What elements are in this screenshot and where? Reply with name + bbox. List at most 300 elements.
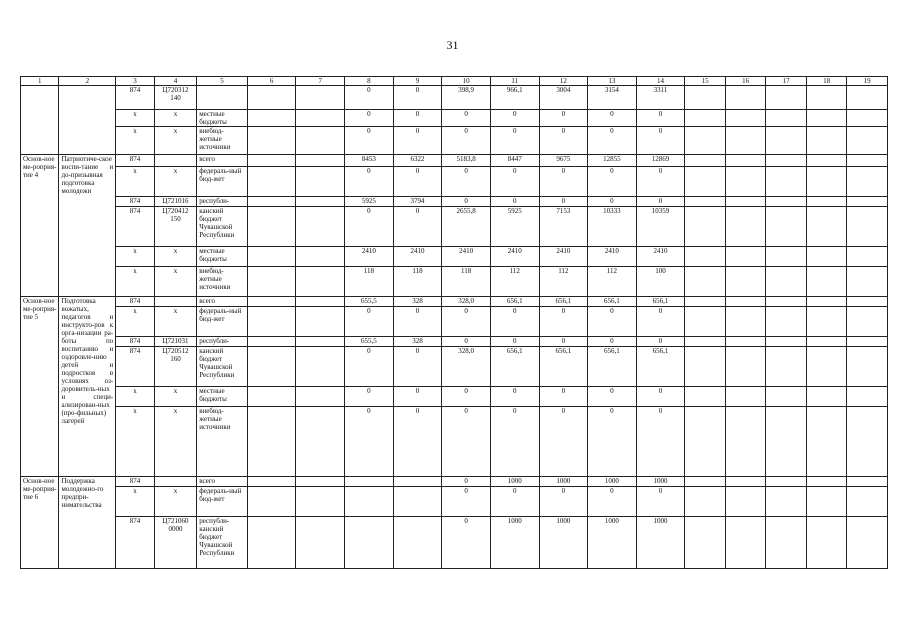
value-cell: 0 (345, 307, 394, 337)
empty-cell (806, 267, 847, 297)
value-cell: 1000 (490, 477, 539, 487)
value-cell: 656,1 (636, 297, 685, 307)
activity-name-cell: Подготовка вожатых, педагогов и инструкто-ров к орга-низации ра-боты по воспитанию и оздоровле-нию детей и подростков в условиях оз-доровитель-ных и специ-ализирован-ных (про-фильных) лагерей (59, 297, 116, 477)
empty-cell (685, 267, 726, 297)
empty-cell (725, 407, 766, 477)
value-cell: 3004 (539, 86, 588, 110)
source-cell: внебюд-жетные источники (197, 407, 248, 477)
value-cell: 656,1 (539, 297, 588, 307)
activity-name-cell (59, 86, 116, 155)
grbs-cell: 874 (116, 197, 154, 207)
value-cell: 7153 (539, 207, 588, 247)
value-cell: 0 (588, 307, 637, 337)
value-cell: 112 (539, 267, 588, 297)
empty-cell (806, 337, 847, 347)
empty-cell (685, 297, 726, 307)
empty-cell (247, 110, 296, 127)
empty-cell (685, 407, 726, 477)
empty-cell (847, 477, 888, 487)
empty-cell (296, 387, 345, 407)
value-cell: 8453 (345, 155, 394, 167)
source-cell: республи-канский бюджет Чувашской Республики (197, 517, 248, 569)
value-cell: 0 (442, 337, 491, 347)
empty-cell (766, 155, 807, 167)
empty-cell (247, 207, 296, 247)
empty-cell (685, 347, 726, 387)
code-cell: Ц720412 150 (154, 207, 197, 247)
empty-cell (247, 407, 296, 477)
grbs-cell: 874 (116, 207, 154, 247)
header-cell: 13 (588, 77, 637, 86)
empty-cell (806, 347, 847, 387)
empty-cell (847, 387, 888, 407)
table-row (21, 307, 888, 337)
value-cell: 0 (539, 407, 588, 477)
empty-cell (247, 387, 296, 407)
grbs-cell: 874 (116, 337, 154, 347)
empty-cell (685, 247, 726, 267)
empty-cell (847, 337, 888, 347)
empty-cell (247, 337, 296, 347)
empty-cell (247, 267, 296, 297)
value-cell: 0 (636, 167, 685, 197)
value-cell: 2410 (345, 247, 394, 267)
empty-cell (725, 197, 766, 207)
value-cell: 0 (588, 407, 637, 477)
value-cell: 1000 (588, 477, 637, 487)
value-cell: 0 (539, 337, 588, 347)
value-cell: 0 (490, 197, 539, 207)
empty-cell (725, 127, 766, 155)
value-cell: 0 (345, 207, 394, 247)
grbs-cell: x (116, 127, 154, 155)
financing-table (20, 76, 888, 569)
empty-cell (725, 167, 766, 197)
value-cell: 1000 (539, 477, 588, 487)
value-cell: 656,1 (490, 347, 539, 387)
table-row (21, 197, 888, 207)
value-cell: 1000 (636, 477, 685, 487)
header-cell: 8 (345, 77, 394, 86)
value-cell: 118 (393, 267, 442, 297)
empty-cell (247, 86, 296, 110)
empty-cell (725, 487, 766, 517)
empty-cell (296, 477, 345, 487)
value-cell: 0 (393, 167, 442, 197)
empty-cell (685, 337, 726, 347)
empty-cell (296, 127, 345, 155)
value-cell: 0 (442, 110, 491, 127)
empty-cell (296, 307, 345, 337)
value-cell: 0 (588, 387, 637, 407)
header-cell: 5 (197, 77, 248, 86)
source-cell: федераль-ный бюд-жет (197, 487, 248, 517)
code-cell (154, 297, 197, 307)
value-cell: 0 (636, 337, 685, 347)
empty-cell (847, 207, 888, 247)
empty-cell (296, 155, 345, 167)
empty-cell (725, 307, 766, 337)
value-cell: 0 (345, 387, 394, 407)
value-cell: 0 (393, 347, 442, 387)
empty-cell (247, 477, 296, 487)
empty-cell (725, 517, 766, 569)
empty-cell (296, 347, 345, 387)
empty-cell (766, 297, 807, 307)
page-number: 31 (446, 38, 459, 52)
value-cell: 0 (490, 127, 539, 155)
table-row (21, 337, 888, 347)
value-cell: 655,5 (345, 337, 394, 347)
value-cell: 0 (442, 307, 491, 337)
activity-cell (21, 86, 59, 155)
value-cell: 2410 (393, 247, 442, 267)
grbs-cell: 874 (116, 86, 154, 110)
header-cell: 15 (685, 77, 726, 86)
table-row (21, 167, 888, 197)
empty-cell (685, 307, 726, 337)
table-row (21, 387, 888, 407)
table-row (21, 477, 888, 487)
value-cell: 0 (393, 387, 442, 407)
empty-cell (247, 155, 296, 167)
value-cell: 1000 (539, 517, 588, 569)
empty-cell (766, 127, 807, 155)
value-cell: 118 (345, 267, 394, 297)
empty-cell (766, 307, 807, 337)
code-cell: Ц721016 (154, 197, 197, 207)
header-cell: 6 (247, 77, 296, 86)
value-cell: 655,5 (345, 297, 394, 307)
value-cell: 0 (393, 86, 442, 110)
empty-cell (296, 407, 345, 477)
source-cell (197, 86, 248, 110)
value-cell: 966,1 (490, 86, 539, 110)
grbs-cell: 874 (116, 347, 154, 387)
value-cell: 2410 (539, 247, 588, 267)
value-cell: 0 (393, 127, 442, 155)
value-cell: 0 (539, 127, 588, 155)
empty-cell (766, 337, 807, 347)
code-cell: Ц721031 (154, 337, 197, 347)
code-cell: Ц720512 160 (154, 347, 197, 387)
empty-cell (806, 307, 847, 337)
code-cell: x (154, 127, 197, 155)
value-cell: 0 (636, 407, 685, 477)
code-cell: x (154, 247, 197, 267)
value-cell: 0 (588, 487, 637, 517)
value-cell: 0 (442, 487, 491, 517)
value-cell: 0 (393, 407, 442, 477)
table-row (21, 247, 888, 267)
value-cell (393, 487, 442, 517)
value-cell: 0 (393, 307, 442, 337)
value-cell: 398,9 (442, 86, 491, 110)
empty-cell (806, 297, 847, 307)
value-cell: 0 (345, 127, 394, 155)
empty-cell (806, 207, 847, 247)
value-cell: 328 (393, 297, 442, 307)
value-cell: 0 (636, 127, 685, 155)
empty-cell (806, 197, 847, 207)
value-cell: 9675 (539, 155, 588, 167)
empty-cell (296, 297, 345, 307)
empty-cell (766, 347, 807, 387)
header-cell: 9 (393, 77, 442, 86)
value-cell: 0 (345, 86, 394, 110)
empty-cell (685, 197, 726, 207)
code-cell: x (154, 387, 197, 407)
empty-cell (247, 307, 296, 337)
value-cell: 0 (490, 307, 539, 337)
empty-cell (685, 487, 726, 517)
empty-cell (725, 86, 766, 110)
table-row (21, 347, 888, 387)
value-cell: 0 (539, 307, 588, 337)
value-cell: 0 (490, 407, 539, 477)
value-cell: 12855 (588, 155, 637, 167)
value-cell (345, 477, 394, 487)
empty-cell (247, 347, 296, 387)
code-cell (154, 155, 197, 167)
header-cell: 17 (766, 77, 807, 86)
value-cell: 0 (539, 197, 588, 207)
value-cell: 0 (588, 337, 637, 347)
source-cell: местные бюджеты (197, 110, 248, 127)
grbs-cell: x (116, 487, 154, 517)
source-cell: канский бюджет Чувашской Республики (197, 207, 248, 247)
empty-cell (766, 197, 807, 207)
grbs-cell: 874 (116, 297, 154, 307)
source-cell: федераль-ный бюд-жет (197, 307, 248, 337)
empty-cell (296, 197, 345, 207)
value-cell: 2410 (588, 247, 637, 267)
value-cell: 12869 (636, 155, 685, 167)
value-cell: 0 (393, 110, 442, 127)
table-row (21, 110, 888, 127)
empty-cell (847, 297, 888, 307)
empty-cell (766, 167, 807, 197)
empty-cell (296, 487, 345, 517)
empty-cell (296, 267, 345, 297)
value-cell: 656,1 (539, 347, 588, 387)
empty-cell (806, 167, 847, 197)
value-cell: 0 (636, 307, 685, 337)
activity-cell: Основ-ное ме-роприя-тие 4 (21, 155, 59, 297)
value-cell: 656,1 (588, 347, 637, 387)
table-row (21, 267, 888, 297)
grbs-cell: 874 (116, 155, 154, 167)
empty-cell (847, 86, 888, 110)
value-cell: 0 (539, 110, 588, 127)
source-cell: местные бюджеты (197, 247, 248, 267)
value-cell: 656,1 (490, 297, 539, 307)
activity-cell: Основ-ное ме-роприя-тие 6 (21, 477, 59, 569)
empty-cell (847, 247, 888, 267)
header-cell: 12 (539, 77, 588, 86)
header-cell: 16 (725, 77, 766, 86)
table-row (21, 207, 888, 247)
empty-cell (766, 207, 807, 247)
value-cell: 10359 (636, 207, 685, 247)
empty-cell (725, 337, 766, 347)
empty-cell (685, 127, 726, 155)
header-cell: 3 (116, 77, 154, 86)
value-cell: 0 (490, 337, 539, 347)
header-cell: 19 (847, 77, 888, 86)
empty-cell (806, 387, 847, 407)
value-cell: 0 (636, 387, 685, 407)
empty-cell (725, 207, 766, 247)
value-cell: 118 (442, 267, 491, 297)
source-cell: всего (197, 477, 248, 487)
code-cell: Ц721060 0000 (154, 517, 197, 569)
grbs-cell: x (116, 407, 154, 477)
table-row (21, 517, 888, 569)
table-row (21, 155, 888, 167)
value-cell: 5183,8 (442, 155, 491, 167)
empty-cell (847, 407, 888, 477)
value-cell: 112 (588, 267, 637, 297)
value-cell: 0 (345, 167, 394, 197)
source-cell: всего (197, 155, 248, 167)
table-row (21, 86, 888, 110)
value-cell: 1000 (636, 517, 685, 569)
empty-cell (685, 86, 726, 110)
empty-cell (685, 477, 726, 487)
code-cell: x (154, 307, 197, 337)
value-cell: 0 (490, 387, 539, 407)
value-cell: 5925 (490, 207, 539, 247)
value-cell: 3154 (588, 86, 637, 110)
value-cell: 8447 (490, 155, 539, 167)
empty-cell (725, 155, 766, 167)
value-cell: 3311 (636, 86, 685, 110)
value-cell: 0 (588, 167, 637, 197)
grbs-cell: x (116, 307, 154, 337)
empty-cell (806, 110, 847, 127)
empty-cell (766, 110, 807, 127)
value-cell: 10333 (588, 207, 637, 247)
empty-cell (766, 517, 807, 569)
empty-cell (847, 487, 888, 517)
empty-cell (685, 155, 726, 167)
empty-cell (296, 247, 345, 267)
empty-cell (847, 167, 888, 197)
empty-cell (247, 197, 296, 207)
table-row (21, 407, 888, 477)
empty-cell (725, 297, 766, 307)
empty-cell (685, 110, 726, 127)
value-cell: 0 (588, 127, 637, 155)
empty-cell (766, 477, 807, 487)
value-cell: 0 (393, 207, 442, 247)
empty-cell (766, 407, 807, 477)
value-cell (345, 487, 394, 517)
value-cell: 112 (490, 267, 539, 297)
empty-cell (725, 477, 766, 487)
empty-cell (725, 247, 766, 267)
empty-cell (806, 155, 847, 167)
source-cell: внебюд-жетные источники (197, 267, 248, 297)
value-cell (393, 477, 442, 487)
value-cell (345, 517, 394, 569)
code-cell: x (154, 110, 197, 127)
value-cell: 328,0 (442, 347, 491, 387)
source-cell: республи- (197, 197, 248, 207)
empty-cell (847, 155, 888, 167)
value-cell: 0 (345, 347, 394, 387)
value-cell: 0 (442, 167, 491, 197)
value-cell: 0 (636, 110, 685, 127)
value-cell: 2410 (442, 247, 491, 267)
value-cell: 2410 (490, 247, 539, 267)
empty-cell (766, 247, 807, 267)
value-cell: 0 (442, 517, 491, 569)
value-cell: 3794 (393, 197, 442, 207)
empty-cell (296, 517, 345, 569)
empty-cell (725, 387, 766, 407)
empty-cell (806, 517, 847, 569)
grbs-cell: 874 (116, 517, 154, 569)
header-cell: 11 (490, 77, 539, 86)
value-cell: 328,0 (442, 297, 491, 307)
empty-cell (247, 247, 296, 267)
header-cell: 4 (154, 77, 197, 86)
header-cell: 2 (59, 77, 116, 86)
value-cell: 0 (345, 407, 394, 477)
empty-cell (806, 86, 847, 110)
value-cell: 0 (539, 487, 588, 517)
value-cell: 656,1 (588, 297, 637, 307)
table-row (21, 487, 888, 517)
code-cell: x (154, 407, 197, 477)
value-cell: 0 (442, 387, 491, 407)
empty-cell (296, 86, 345, 110)
value-cell: 0 (345, 110, 394, 127)
empty-cell (847, 127, 888, 155)
empty-cell (766, 387, 807, 407)
empty-cell (296, 337, 345, 347)
source-cell: федераль-ный бюд-жет (197, 167, 248, 197)
code-cell: x (154, 267, 197, 297)
value-cell: 0 (588, 197, 637, 207)
activity-cell: Основ-ное ме-роприя-тие 5 (21, 297, 59, 477)
value-cell: 328 (393, 337, 442, 347)
value-cell: 5925 (345, 197, 394, 207)
value-cell (393, 517, 442, 569)
table-row (21, 127, 888, 155)
source-cell: канский бюджет Чувашской Республики (197, 347, 248, 387)
header-cell: 1 (21, 77, 59, 86)
header-cell: 14 (636, 77, 685, 86)
value-cell: 2655,8 (442, 207, 491, 247)
empty-cell (296, 207, 345, 247)
empty-cell (806, 487, 847, 517)
empty-cell (247, 517, 296, 569)
empty-cell (847, 110, 888, 127)
empty-cell (247, 167, 296, 197)
header-row (21, 77, 888, 86)
grbs-cell: x (116, 110, 154, 127)
source-cell: внебюд-жетные источники (197, 127, 248, 155)
empty-cell (806, 247, 847, 267)
value-cell: 0 (539, 167, 588, 197)
value-cell: 1000 (490, 517, 539, 569)
empty-cell (847, 517, 888, 569)
empty-cell (685, 167, 726, 197)
empty-cell (847, 347, 888, 387)
